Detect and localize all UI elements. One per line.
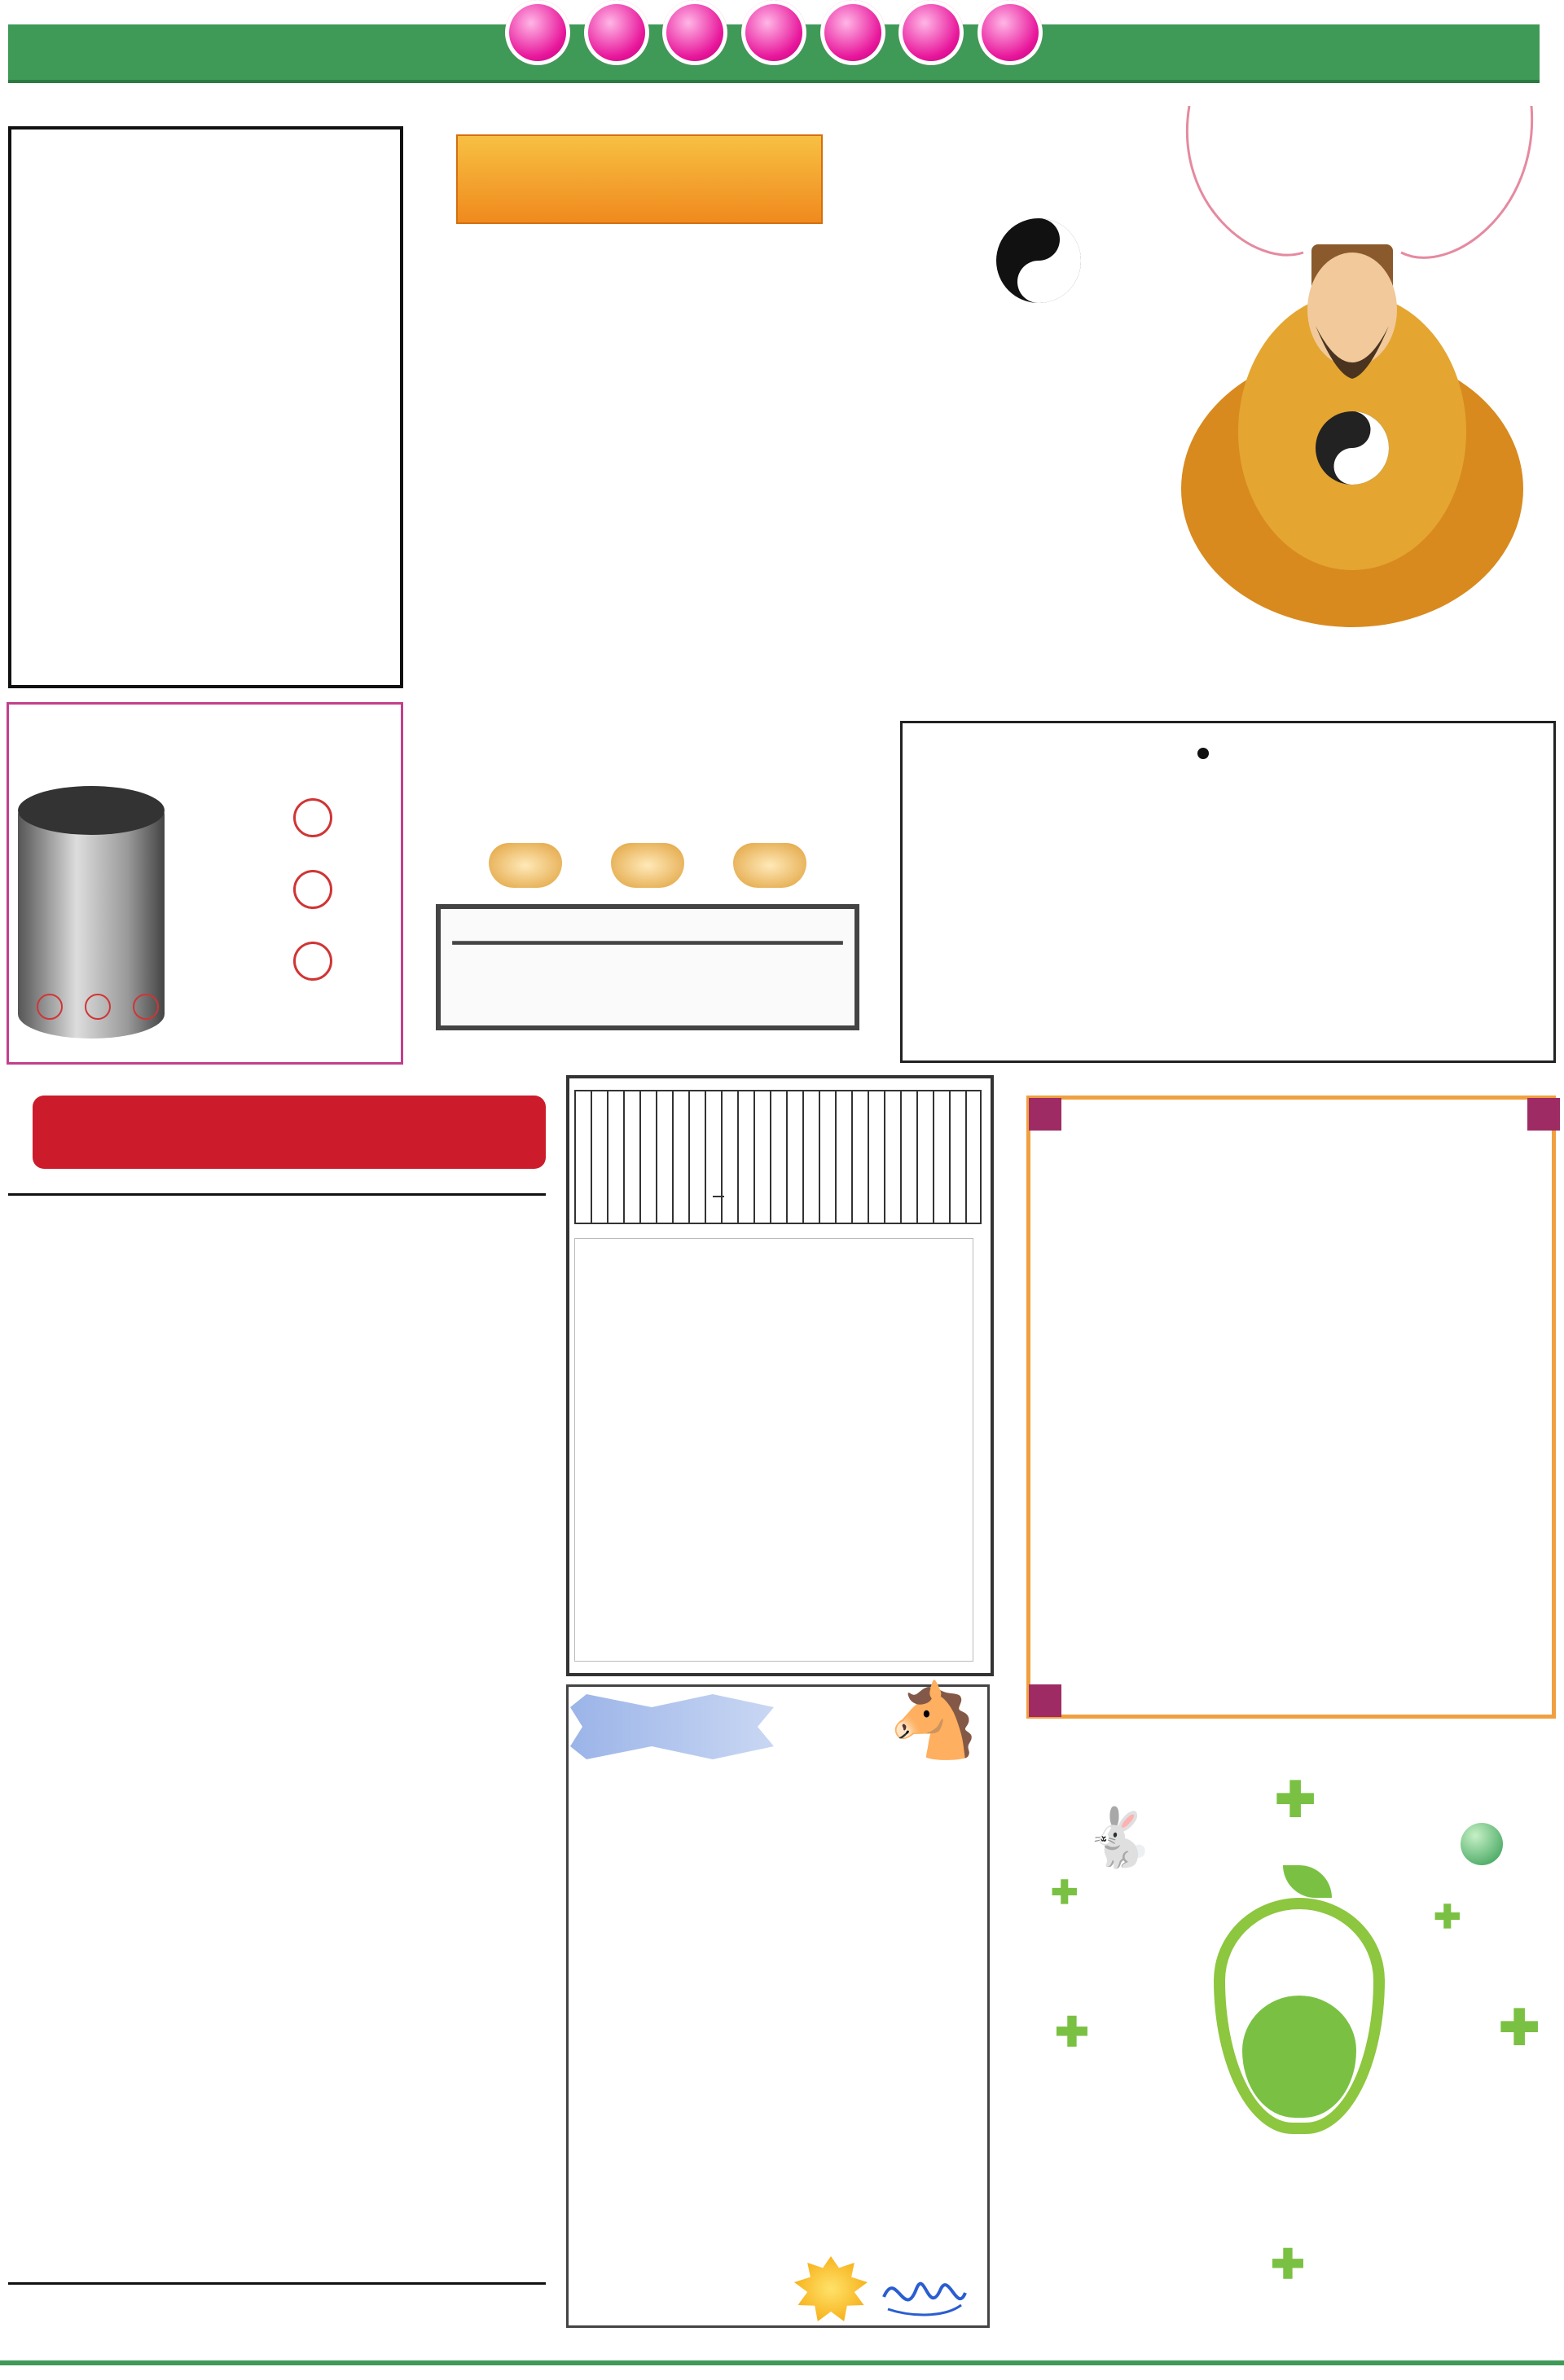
abacus-badge: [489, 843, 562, 888]
couplet-left: [444, 261, 493, 554]
zodiac-poem-panel: [8, 126, 403, 688]
announcement-title: [570, 1694, 774, 1759]
analysis-panel: [900, 721, 1556, 1063]
corner-square: [1527, 1098, 1560, 1131]
banner-char: [505, 0, 570, 65]
zodiac-puzzle-grid: [1124, 1299, 1466, 1641]
cylinder-num: [85, 994, 111, 1020]
bagua-icon: [937, 159, 1140, 362]
kill-zodiac-header: [574, 1090, 982, 1224]
lucky-number: [293, 942, 332, 981]
banner-title: [505, 0, 1043, 73]
kill-zodiac-grid: [574, 1238, 973, 1662]
zodiac-table-title: [33, 1096, 546, 1169]
sage-figure-icon: [1157, 106, 1548, 635]
pear-core: [1242, 1996, 1356, 2118]
hexagram-table: [945, 389, 1189, 411]
corner-square: [1029, 1098, 1061, 1131]
lucky-number: [293, 870, 332, 909]
mahui-title: [456, 134, 823, 224]
banner-char: [820, 0, 885, 65]
abacus-icon: [436, 904, 859, 1030]
banner-char: [741, 0, 806, 65]
abacus-badge: [611, 843, 684, 888]
abacus-badges: [489, 843, 806, 888]
bottom-decoration: [0, 2356, 1564, 2372]
nine-palace-text: [130, 710, 322, 1052]
lucky-number: [293, 798, 332, 837]
green-ball-icon: [1461, 1823, 1503, 1865]
flower-icon: ✚: [1271, 2240, 1305, 2288]
big-character: [529, 257, 774, 501]
signature-icon: [880, 2272, 969, 2317]
flower-icon: ✚: [1499, 2000, 1540, 2057]
cylinder-num: [37, 994, 63, 1020]
rabbit-icon: 🐇: [1083, 1804, 1155, 1871]
horse-head-icon: 🐴: [888, 1678, 980, 1763]
banner-char: [662, 0, 727, 65]
flower-icon: ✚: [1434, 1898, 1461, 1936]
separator-dot: [1197, 748, 1209, 759]
flower-icon: ✚: [1055, 2008, 1089, 2056]
abacus-badge: [733, 843, 806, 888]
announcement-panel: [566, 1684, 990, 2328]
flower-icon: ✚: [1051, 1873, 1079, 1912]
corner-square: [1029, 1684, 1061, 1717]
zodiac-number-table: [8, 1193, 546, 2285]
flower-icon: ✚: [1275, 1772, 1316, 1829]
banner-char: [978, 0, 1043, 65]
kill-author: [713, 1196, 724, 1197]
banner-char: [898, 0, 964, 65]
couplet-right: [790, 261, 839, 554]
banner-char: [584, 0, 649, 65]
